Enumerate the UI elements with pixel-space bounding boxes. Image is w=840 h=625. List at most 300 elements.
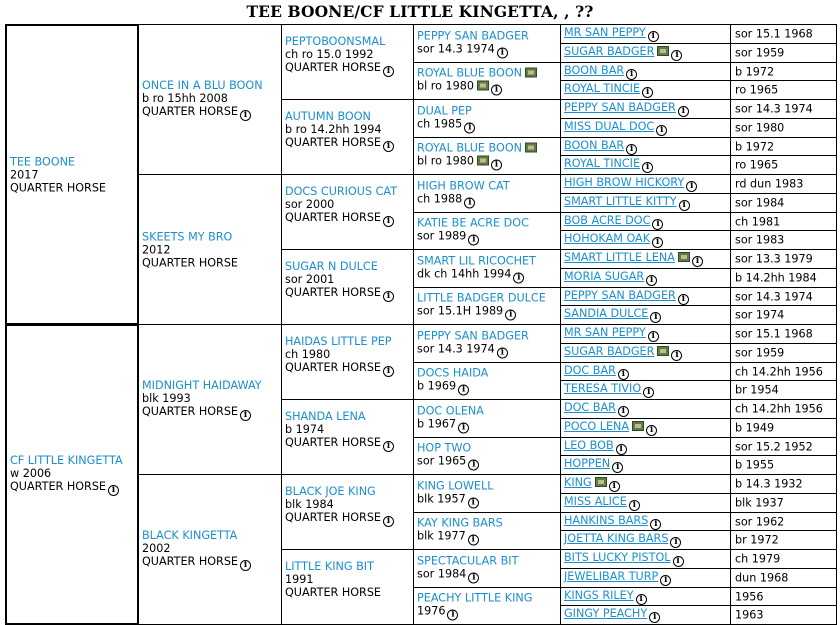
horse-name-link[interactable]: MR SAN PEPPY <box>564 326 646 339</box>
gen5-details-cell <box>730 362 837 381</box>
horse-name-row <box>564 570 730 586</box>
horse-name-link[interactable]: BLACK JOE KING <box>285 485 376 498</box>
photo-icon[interactable] <box>595 477 607 487</box>
horse-details: ch 14.2hh 1956 <box>735 402 823 416</box>
breed-label: QUARTER HORSE <box>142 256 238 269</box>
horse-name-link[interactable]: ROYAL TINCIE <box>564 157 641 170</box>
gen5-cell <box>560 118 731 138</box>
horse-details: sor 1984 <box>735 196 785 210</box>
horse-name-row <box>564 176 730 192</box>
horse-name-row <box>564 364 730 380</box>
photo-icon[interactable] <box>678 252 690 262</box>
horse-name-link[interactable]: DOCS HAIDA <box>417 366 489 380</box>
horse-entry <box>561 364 730 380</box>
horse-name-link[interactable]: DUAL PEP <box>417 104 472 117</box>
horse-details: sor 15.1 1968 <box>735 27 813 41</box>
horse-entry <box>139 79 281 121</box>
info-icon[interactable]: i <box>497 47 508 58</box>
horse-name-link[interactable]: DOC BAR <box>564 363 616 377</box>
photo-icon[interactable] <box>657 46 669 56</box>
horse-details: 1976 <box>417 604 446 618</box>
horse-entry <box>414 592 560 621</box>
photo-icon[interactable] <box>632 421 644 431</box>
horse-entry <box>561 495 730 511</box>
horse-entry <box>414 254 560 283</box>
info-icon[interactable]: i <box>612 462 623 473</box>
horse-name-link[interactable]: BOON BAR <box>564 138 625 152</box>
horse-entry <box>561 176 730 192</box>
horse-name-link[interactable]: HIGH BROW HICKORY <box>564 176 685 189</box>
horse-name-link[interactable]: CF LITTLE KINGETTA <box>10 453 123 467</box>
gen2-cell <box>138 474 282 625</box>
info-icon[interactable]: i <box>609 481 620 492</box>
info-icon[interactable]: i <box>679 200 690 211</box>
horse-name-link[interactable]: SMART LIL RICOCHET <box>417 254 536 267</box>
info-icon[interactable]: i <box>383 441 394 452</box>
horse-details: 2017 <box>10 168 39 181</box>
horse-details: sor 14.3 1974 <box>735 102 813 116</box>
horse-details: dk ch 14hh 1994 <box>417 267 512 280</box>
horse-details: ch ro 15.0 1992 <box>285 48 374 61</box>
photo-icon[interactable] <box>657 346 669 356</box>
gen2-cell <box>138 174 282 325</box>
horse-details: b 1969 <box>417 379 457 393</box>
info-icon[interactable]: i <box>240 560 251 571</box>
horse-name-row <box>564 345 730 361</box>
horse-name-link[interactable]: SUGAR BADGER <box>564 45 655 58</box>
breed-label: QUARTER HORSE <box>285 361 381 374</box>
horse-name-link[interactable]: SMART LITTLE KITTY <box>564 195 677 208</box>
info-icon[interactable]: i <box>652 219 663 230</box>
horse-entry <box>561 457 730 473</box>
info-icon[interactable]: i <box>692 256 703 267</box>
horse-name-link[interactable]: TEE BOONE <box>10 155 76 168</box>
gen4-cell <box>413 174 561 213</box>
horse-entry <box>561 270 730 286</box>
gen2-cell <box>138 24 282 175</box>
horse-name-link[interactable]: KINGS RILEY <box>564 588 634 602</box>
horse-name-link[interactable]: JEWELIBAR TURP <box>564 570 659 583</box>
horse-name-link[interactable]: DOCS CURIOUS CAT <box>285 185 398 198</box>
horse-details: 2002 <box>142 541 171 555</box>
info-icon[interactable]: i <box>505 310 516 321</box>
horse-details: sor 1984 <box>417 567 467 580</box>
horse-details-row <box>417 192 560 208</box>
horse-name-link[interactable]: BOB ACRE DOC <box>564 213 651 227</box>
info-icon[interactable]: i <box>383 516 394 527</box>
photo-icon[interactable] <box>477 156 489 166</box>
horse-details-row <box>417 267 560 283</box>
gen5-cell <box>560 212 731 231</box>
info-icon[interactable]: i <box>383 141 394 152</box>
horse-details: sor 1965 <box>417 454 467 468</box>
horse-name-row <box>564 420 730 436</box>
info-icon[interactable]: i <box>240 110 251 121</box>
photo-icon[interactable] <box>477 81 489 91</box>
horse-name-row <box>417 592 560 605</box>
horse-name-row <box>564 457 730 473</box>
info-icon[interactable]: i <box>240 410 251 421</box>
info-icon[interactable]: i <box>678 106 689 117</box>
horse-entry <box>561 345 730 361</box>
horse-name-link[interactable]: GINGY PEACHY <box>564 607 648 620</box>
horse-entry <box>561 420 730 436</box>
horse-details: ch 1988 <box>417 192 463 205</box>
info-icon[interactable]: i <box>383 66 394 77</box>
horse-entry <box>561 195 730 211</box>
horse-entry <box>561 439 730 455</box>
gen4-cell <box>413 324 561 363</box>
horse-details: sor 1983 <box>735 233 785 247</box>
horse-entry <box>561 514 730 530</box>
horse-details-row <box>417 342 560 358</box>
horse-entry <box>561 401 730 417</box>
horse-name-link[interactable]: HANKINS BARS <box>564 513 649 527</box>
page-title: TEE BOONE/CF LITTLE KINGETTA, , ?? <box>246 2 594 21</box>
info-icon[interactable]: i <box>447 610 458 621</box>
info-icon[interactable]: i <box>686 181 697 192</box>
info-icon[interactable]: i <box>650 519 661 530</box>
gen5-cell <box>560 380 731 400</box>
horse-name-link[interactable]: LITTLE BADGER DULCE <box>417 291 546 305</box>
horse-name-link[interactable]: DOC OLENA <box>417 404 484 417</box>
info-icon[interactable]: i <box>649 612 660 623</box>
gen4-cell <box>413 24 561 63</box>
gen3-cell <box>281 174 414 250</box>
info-icon[interactable]: i <box>464 197 475 208</box>
breed-label: QUARTER HORSE <box>285 286 381 299</box>
horse-details: w 2006 <box>10 466 52 480</box>
horse-name-link[interactable]: TERESA TIVIO <box>564 382 642 395</box>
info-icon[interactable]: i <box>636 594 647 605</box>
horse-details: ch 1979 <box>735 552 781 566</box>
horse-name-link[interactable]: SPECTACULAR BIT <box>417 554 519 567</box>
gen5-cell <box>560 549 731 569</box>
info-icon[interactable]: i <box>468 497 479 508</box>
info-icon[interactable]: i <box>671 350 682 361</box>
horse-name-row <box>564 289 730 305</box>
gen5-cell <box>560 99 731 119</box>
horse-name-link[interactable]: PEPPY SAN BADGER <box>564 101 676 114</box>
info-icon[interactable]: i <box>458 385 469 396</box>
horse-name-link[interactable]: SHANDA LENA <box>285 410 366 423</box>
info-icon[interactable]: i <box>616 444 627 455</box>
gen5-details-cell <box>730 137 837 156</box>
horse-entry <box>414 292 560 321</box>
horse-entry <box>561 589 730 605</box>
gen5-cell <box>560 62 731 81</box>
gen5-cell <box>560 605 731 625</box>
horse-entry <box>561 82 730 98</box>
horse-name-row <box>417 404 560 417</box>
horse-breed <box>285 361 413 377</box>
horse-name-row <box>564 157 730 173</box>
horse-details: b ro 14.2hh 1994 <box>285 123 382 136</box>
horse-name-link[interactable]: SKEETS MY BRO <box>142 230 233 243</box>
info-icon[interactable]: i <box>618 369 629 380</box>
gen5-details-cell <box>730 62 837 81</box>
horse-entry <box>561 214 730 230</box>
gen5-cell <box>560 343 731 363</box>
gen5-details-cell <box>730 268 837 288</box>
horse-details: sor 14.3 1974 <box>417 42 495 55</box>
horse-name-link[interactable]: ONCE IN A BLU BOON <box>142 78 263 92</box>
info-icon[interactable]: i <box>464 122 475 133</box>
info-icon[interactable]: i <box>468 460 479 471</box>
horse-name-row <box>564 307 730 323</box>
gen5-cell <box>560 437 731 456</box>
horse-name-row <box>564 251 730 267</box>
info-icon[interactable]: i <box>468 235 479 246</box>
gen5-details-cell <box>730 437 837 456</box>
gen4-cell <box>413 362 561 400</box>
info-icon[interactable]: i <box>513 272 524 283</box>
horse-name-link[interactable]: BITS LUCKY PISTOL <box>564 551 671 564</box>
info-icon[interactable]: i <box>626 144 637 155</box>
info-icon[interactable]: i <box>646 425 657 436</box>
horse-name-link[interactable]: PEPPY SAN BADGER <box>417 329 529 342</box>
horse-name-link[interactable]: HOHOKAM OAK <box>564 232 651 245</box>
horse-name-link[interactable]: POCO LENA <box>564 420 630 433</box>
horse-name-link[interactable]: SUGAR N DULCE <box>285 260 378 273</box>
info-icon[interactable]: i <box>670 537 681 548</box>
horse-name-link[interactable]: DOC BAR <box>564 401 616 414</box>
horse-name-link[interactable]: HAIDAS LITTLE PEP <box>285 335 392 348</box>
horse-name-link[interactable]: HOPPEN <box>564 457 611 470</box>
horse-entry <box>561 326 730 342</box>
horse-name-link[interactable]: PEPTOBOONSMAL <box>285 35 386 48</box>
horse-name-link[interactable]: BLACK KINGETTA <box>142 528 238 542</box>
gen4-cell <box>413 437 561 475</box>
horse-name-link[interactable]: MR SAN PEPPY <box>564 26 646 39</box>
horse-name-link[interactable]: KING <box>564 476 592 489</box>
horse-breed <box>285 436 413 452</box>
horse-entry <box>561 64 730 80</box>
horse-name-row <box>564 607 730 623</box>
breed-label: QUARTER HORSE <box>285 211 381 224</box>
gen5-details-cell <box>730 80 837 100</box>
gen4-cell <box>413 137 561 175</box>
info-icon[interactable]: i <box>642 162 653 173</box>
info-icon[interactable]: i <box>660 575 671 586</box>
horse-details-row <box>417 42 560 58</box>
gen3-cell <box>281 99 414 175</box>
horse-name-row <box>564 401 730 417</box>
horse-breed <box>10 181 137 194</box>
horse-entry <box>561 570 730 586</box>
horse-details: blk 1957 <box>417 492 466 505</box>
horse-details: sor 14.3 1974 <box>417 342 495 355</box>
horse-name-link[interactable]: MORIA SUGAR <box>564 270 645 283</box>
horse-name-row <box>417 367 560 380</box>
horse-details: sor 2001 <box>285 273 335 286</box>
horse-entry <box>561 157 730 173</box>
gen5-details-cell <box>730 118 837 138</box>
horse-breed <box>285 211 413 227</box>
horse-details: blk 1993 <box>142 391 191 405</box>
horse-entry <box>561 139 730 155</box>
photo-icon[interactable] <box>525 143 537 153</box>
horse-entry <box>561 551 730 567</box>
info-icon[interactable]: i <box>673 556 684 567</box>
horse-name-link[interactable]: KATIE BE ACRE DOC <box>417 216 529 230</box>
gen5-details-cell <box>730 155 837 175</box>
gen4-cell <box>413 587 561 625</box>
gen3-cell <box>281 474 414 550</box>
gen5-details-cell <box>730 324 837 344</box>
horse-details: ch 1981 <box>735 215 781 228</box>
photo-icon[interactable] <box>525 68 537 78</box>
horse-details: sor 14.3 1974 <box>735 290 813 303</box>
horse-name-link[interactable]: ROYAL BLUE BOON <box>417 66 522 80</box>
gen1-cell <box>5 24 139 325</box>
horse-entry <box>282 485 413 527</box>
gen5-details-cell <box>730 99 837 119</box>
gen5-details-cell <box>730 305 837 325</box>
horse-entry <box>414 29 560 58</box>
breed-label: QUARTER HORSE <box>285 136 381 149</box>
horse-details: sor 15.1H 1989 <box>417 304 504 318</box>
horse-name-row <box>417 142 560 155</box>
horse-entry <box>282 185 413 227</box>
gen5-details-cell <box>730 568 837 588</box>
horse-name-link[interactable]: HOP TWO <box>417 441 472 455</box>
horse-details: blk 1977 <box>417 529 466 543</box>
horse-name-link[interactable]: MISS ALICE <box>564 495 627 508</box>
horse-name-link[interactable]: BOON BAR <box>564 63 625 77</box>
horse-details: ro 1965 <box>735 158 779 172</box>
horse-details: br 1954 <box>735 383 779 397</box>
info-icon[interactable]: i <box>648 31 659 42</box>
horse-details-row <box>417 305 560 321</box>
info-icon[interactable]: i <box>626 69 637 80</box>
info-icon[interactable]: i <box>629 500 640 511</box>
info-icon[interactable]: i <box>618 406 629 417</box>
horse-name-link[interactable]: SUGAR BADGER <box>564 345 655 358</box>
info-icon[interactable]: i <box>646 275 657 286</box>
gen3-cell <box>281 324 414 400</box>
info-icon[interactable]: i <box>497 347 508 358</box>
info-icon[interactable]: i <box>383 366 394 377</box>
horse-name-link[interactable]: MISS DUAL DOC <box>564 120 655 133</box>
horse-name-link[interactable]: SANDIA DULCE <box>564 307 649 320</box>
horse-breed <box>285 286 413 302</box>
breed-label: QUARTER HORSE <box>285 436 381 449</box>
info-icon[interactable]: i <box>652 237 663 248</box>
info-icon[interactable]: i <box>671 50 682 61</box>
horse-details-row <box>417 567 560 583</box>
info-icon[interactable]: i <box>468 535 479 546</box>
info-icon[interactable]: i <box>650 312 661 323</box>
horse-entry <box>561 232 730 248</box>
horse-name-row <box>564 139 730 155</box>
horse-details: bl ro 1980 <box>417 79 474 93</box>
horse-name-link[interactable]: KAY KING BARS <box>417 516 503 530</box>
horse-details: 1956 <box>735 590 764 603</box>
horse-details: sor 1959 <box>735 46 785 60</box>
gen5-details-cell <box>730 512 837 531</box>
horse-details: 1963 <box>735 608 764 622</box>
horse-details-row <box>417 230 560 246</box>
horse-name-row <box>564 495 730 511</box>
gen5-cell <box>560 80 731 100</box>
horse-details: b 1967 <box>417 417 457 430</box>
horse-entry <box>414 367 560 396</box>
info-icon[interactable]: i <box>491 85 502 96</box>
horse-name-link[interactable]: ROYAL TINCIE <box>564 82 641 95</box>
info-icon[interactable]: i <box>458 422 469 433</box>
info-icon[interactable]: i <box>643 387 654 398</box>
info-icon[interactable]: i <box>491 160 502 171</box>
gen4-cell <box>413 287 561 325</box>
horse-breed <box>285 61 413 77</box>
horse-name-row <box>564 214 730 230</box>
gen2-cell <box>138 324 282 475</box>
gen4-cell <box>413 399 561 438</box>
horse-name-link[interactable]: ROYAL BLUE BOON <box>417 141 522 155</box>
horse-name-row <box>417 104 560 117</box>
gen5-details-cell <box>730 418 837 438</box>
gen4-cell <box>413 474 561 513</box>
horse-entry <box>7 454 137 496</box>
info-icon[interactable]: i <box>648 331 659 342</box>
info-icon[interactable]: i <box>383 216 394 227</box>
info-icon[interactable]: i <box>656 125 667 136</box>
horse-name-link[interactable]: PEPPY SAN BADGER <box>564 288 676 302</box>
info-icon[interactable]: i <box>383 291 394 302</box>
horse-name-row <box>417 329 560 342</box>
horse-name-link[interactable]: HIGH BROW CAT <box>417 179 510 192</box>
horse-details: b 1972 <box>735 140 775 153</box>
horse-name-link[interactable]: KING LOWELL <box>417 479 494 492</box>
horse-name-link[interactable]: JOETTA KING BARS <box>564 532 669 545</box>
info-icon[interactable]: i <box>678 294 689 305</box>
info-icon[interactable]: i <box>108 485 119 496</box>
gen5-cell <box>560 268 731 288</box>
horse-entry <box>139 379 281 421</box>
horse-entry <box>282 335 413 377</box>
horse-name-row <box>564 270 730 286</box>
horse-details-row <box>417 492 560 508</box>
horse-name-link[interactable]: LITTLE KING BIT <box>285 560 374 573</box>
horse-entry <box>561 120 730 136</box>
horse-name-link[interactable]: LEO BOB <box>564 438 614 452</box>
horse-name-row <box>564 514 730 530</box>
gen5-cell <box>560 249 731 269</box>
horse-name-row <box>417 67 560 80</box>
horse-name-row <box>417 29 560 42</box>
horse-name-link[interactable]: SMART LITTLE LENA <box>564 251 675 264</box>
horse-name-row <box>564 82 730 98</box>
horse-details-row <box>417 155 560 171</box>
gen5-cell <box>560 24 731 44</box>
horse-name-link[interactable]: MIDNIGHT HAIDAWAY <box>142 378 262 392</box>
horse-name-link[interactable]: PEACHY LITTLE KING <box>417 591 533 605</box>
horse-details: b 1972 <box>735 65 775 78</box>
info-icon[interactable]: i <box>642 87 653 98</box>
gen5-details-cell <box>730 530 837 550</box>
horse-entry <box>561 307 730 323</box>
horse-name-row <box>564 551 730 567</box>
horse-name-row <box>417 254 560 267</box>
horse-entry <box>282 560 413 599</box>
horse-details: sor 1959 <box>735 346 785 360</box>
horse-breed <box>285 136 413 152</box>
horse-name-link[interactable]: AUTUMN BOON <box>285 110 371 123</box>
info-icon[interactable]: i <box>468 572 479 583</box>
horse-entry <box>139 529 281 571</box>
horse-name-link[interactable]: PEPPY SAN BADGER <box>417 29 529 42</box>
